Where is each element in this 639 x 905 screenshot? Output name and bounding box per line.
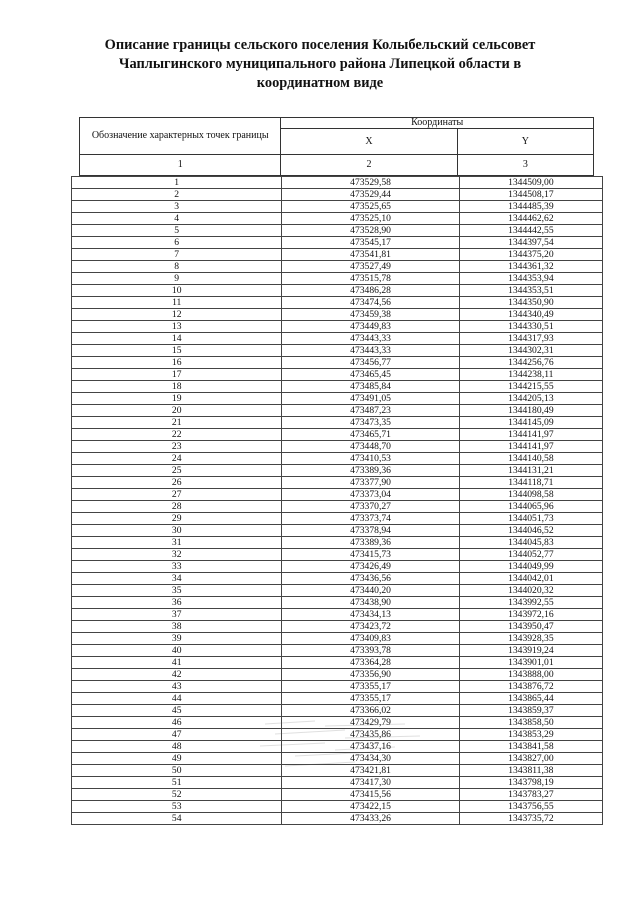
- y-coordinate-cell: 1344350,90: [459, 297, 602, 309]
- table-row: [72, 645, 603, 657]
- x-coordinate-cell: 473434,13: [282, 609, 459, 621]
- y-coordinate-cell: 1343735,72: [459, 813, 602, 825]
- y-coordinate-cell: 1344131,21: [459, 465, 602, 477]
- point-number-cell: 43: [72, 681, 282, 693]
- y-coordinate-cell: 1343865,44: [459, 693, 602, 705]
- y-coordinate-cell: 1344317,93: [459, 333, 602, 345]
- table-row: [72, 273, 603, 285]
- y-coordinate-cell: 1343841,58: [459, 741, 602, 753]
- y-coordinate-cell: 1343950,47: [459, 621, 602, 633]
- point-number-cell: 27: [72, 489, 282, 501]
- y-coordinate-cell: 1343853,29: [459, 729, 602, 741]
- table-row: [72, 213, 603, 225]
- point-number-cell: 11: [72, 297, 282, 309]
- x-coordinate-cell: 473429,79: [282, 717, 459, 729]
- y-coordinate-cell: 1344042,01: [459, 573, 602, 585]
- point-number-cell: 9: [72, 273, 282, 285]
- point-number-cell: 6: [72, 237, 282, 249]
- table-row: [72, 417, 603, 429]
- table-row: [72, 537, 603, 549]
- point-number-cell: 29: [72, 513, 282, 525]
- point-number-cell: 50: [72, 765, 282, 777]
- point-number-cell: 52: [72, 789, 282, 801]
- coordinates-table-body: [72, 177, 603, 825]
- column-number: 1: [80, 155, 281, 176]
- x-coordinate-cell: 473373,74: [282, 513, 459, 525]
- point-number-cell: 32: [72, 549, 282, 561]
- x-coordinate-cell: 473410,53: [282, 453, 459, 465]
- y-coordinate-cell: 1344330,51: [459, 321, 602, 333]
- point-number-cell: 49: [72, 753, 282, 765]
- x-coordinate-cell: 473529,44: [282, 189, 459, 201]
- table-row: [72, 801, 603, 813]
- point-number-cell: 24: [72, 453, 282, 465]
- point-number-cell: 18: [72, 381, 282, 393]
- point-number-cell: 41: [72, 657, 282, 669]
- table-row: [72, 525, 603, 537]
- point-number-cell: 45: [72, 705, 282, 717]
- table-row: [72, 561, 603, 573]
- y-coordinate-cell: 1343876,72: [459, 681, 602, 693]
- y-coordinate-cell: 1344052,77: [459, 549, 602, 561]
- table-row: [72, 597, 603, 609]
- table-row: [72, 549, 603, 561]
- table-row: [72, 777, 603, 789]
- x-coordinate-cell: 473448,70: [282, 441, 459, 453]
- point-number-cell: 34: [72, 573, 282, 585]
- x-coordinate-cell: 473366,02: [282, 705, 459, 717]
- x-coordinate-cell: 473525,65: [282, 201, 459, 213]
- x-coordinate-cell: 473415,73: [282, 549, 459, 561]
- x-coordinate-cell: 473433,26: [282, 813, 459, 825]
- y-coordinate-cell: 1344340,49: [459, 309, 602, 321]
- table-row: [72, 357, 603, 369]
- point-number-cell: 3: [72, 201, 282, 213]
- document-title: [70, 36, 570, 93]
- point-number-cell: 31: [72, 537, 282, 549]
- y-coordinate-cell: 1344215,55: [459, 381, 602, 393]
- point-number-cell: 26: [72, 477, 282, 489]
- x-coordinate-cell: 473393,78: [282, 645, 459, 657]
- point-number-cell: 23: [72, 441, 282, 453]
- y-coordinate-cell: 1344020,32: [459, 585, 602, 597]
- x-coordinate-cell: 473422,15: [282, 801, 459, 813]
- table-row: [72, 477, 603, 489]
- x-coordinate-cell: 473449,83: [282, 321, 459, 333]
- point-number-cell: 20: [72, 405, 282, 417]
- x-coordinate-cell: 473465,45: [282, 369, 459, 381]
- table-row: [72, 705, 603, 717]
- point-number-cell: 12: [72, 309, 282, 321]
- point-number-cell: 15: [72, 345, 282, 357]
- point-number-cell: 14: [72, 333, 282, 345]
- x-column-header: X: [281, 129, 457, 155]
- x-coordinate-cell: 473356,90: [282, 669, 459, 681]
- y-coordinate-cell: 1344375,20: [459, 249, 602, 261]
- y-coordinate-cell: 1343827,00: [459, 753, 602, 765]
- point-number-cell: 17: [72, 369, 282, 381]
- x-coordinate-cell: 473456,77: [282, 357, 459, 369]
- column-number: 3: [457, 155, 593, 176]
- table-row: [72, 465, 603, 477]
- y-coordinate-cell: 1344256,76: [459, 357, 602, 369]
- table-row: [72, 453, 603, 465]
- table-row: [72, 177, 603, 189]
- table-row: [72, 789, 603, 801]
- x-coordinate-cell: 473435,86: [282, 729, 459, 741]
- x-coordinate-cell: 473355,17: [282, 693, 459, 705]
- x-coordinate-cell: 473421,81: [282, 765, 459, 777]
- point-number-cell: 16: [72, 357, 282, 369]
- x-coordinate-cell: 473527,49: [282, 261, 459, 273]
- x-coordinate-cell: 473473,35: [282, 417, 459, 429]
- table-row: [72, 261, 603, 273]
- table-row: [72, 189, 603, 201]
- title-line: Чаплыгинского муниципального района Липецкой области в: [118, 56, 522, 72]
- x-coordinate-cell: 473377,90: [282, 477, 459, 489]
- table-row: [72, 393, 603, 405]
- y-coordinate-cell: 1344118,71: [459, 477, 602, 489]
- point-number-cell: 19: [72, 393, 282, 405]
- x-coordinate-cell: 473415,56: [282, 789, 459, 801]
- y-coordinate-cell: 1343783,27: [459, 789, 602, 801]
- table-row: [72, 429, 603, 441]
- table-row: [72, 729, 603, 741]
- point-number-cell: 36: [72, 597, 282, 609]
- y-coordinate-cell: 1343972,16: [459, 609, 602, 621]
- x-coordinate-cell: 473485,84: [282, 381, 459, 393]
- table-row: [72, 573, 603, 585]
- x-coordinate-cell: 473389,36: [282, 537, 459, 549]
- point-number-cell: 13: [72, 321, 282, 333]
- table-row: [72, 489, 603, 501]
- y-coordinate-cell: 1344180,49: [459, 405, 602, 417]
- table-row: [72, 657, 603, 669]
- table-row: [72, 405, 603, 417]
- point-number-cell: 44: [72, 693, 282, 705]
- point-number-cell: 37: [72, 609, 282, 621]
- point-number-cell: 40: [72, 645, 282, 657]
- point-number-cell: 51: [72, 777, 282, 789]
- point-number-cell: 22: [72, 429, 282, 441]
- table-row: [72, 513, 603, 525]
- x-coordinate-cell: 473355,17: [282, 681, 459, 693]
- y-coordinate-cell: 1344049,99: [459, 561, 602, 573]
- point-number-cell: 47: [72, 729, 282, 741]
- x-coordinate-cell: 473373,04: [282, 489, 459, 501]
- x-coordinate-cell: 473436,56: [282, 573, 459, 585]
- y-coordinate-cell: 1344141,97: [459, 441, 602, 453]
- y-column-header: Y: [457, 129, 593, 155]
- y-coordinate-cell: 1344442,55: [459, 225, 602, 237]
- y-coordinate-cell: 1343928,35: [459, 633, 602, 645]
- x-coordinate-cell: 473417,30: [282, 777, 459, 789]
- table-row: [72, 201, 603, 213]
- point-number-cell: 54: [72, 813, 282, 825]
- y-coordinate-cell: 1344238,11: [459, 369, 602, 381]
- x-coordinate-cell: 473486,28: [282, 285, 459, 297]
- y-coordinate-cell: 1344045,83: [459, 537, 602, 549]
- column-number: 2: [281, 155, 457, 176]
- x-coordinate-cell: 473545,17: [282, 237, 459, 249]
- table-row: [72, 237, 603, 249]
- table-row: [72, 717, 603, 729]
- point-number-cell: 5: [72, 225, 282, 237]
- y-coordinate-cell: 1343992,55: [459, 597, 602, 609]
- table-row: [72, 765, 603, 777]
- point-number-cell: 2: [72, 189, 282, 201]
- y-coordinate-cell: 1344051,73: [459, 513, 602, 525]
- table-row: [72, 441, 603, 453]
- y-coordinate-cell: 1343858,50: [459, 717, 602, 729]
- points-column-header: Обозначение характерных точек границы: [80, 118, 281, 155]
- y-coordinate-cell: 1344361,32: [459, 261, 602, 273]
- table-row: [72, 321, 603, 333]
- table-row: [72, 333, 603, 345]
- y-coordinate-cell: 1344485,39: [459, 201, 602, 213]
- point-number-cell: 39: [72, 633, 282, 645]
- point-number-cell: 53: [72, 801, 282, 813]
- point-number-cell: 8: [72, 261, 282, 273]
- coordinates-header: Координаты: [281, 118, 594, 129]
- table-row: [72, 369, 603, 381]
- coordinates-table-header: [79, 117, 594, 176]
- x-coordinate-cell: 473487,23: [282, 405, 459, 417]
- table-row: [72, 741, 603, 753]
- y-coordinate-cell: 1344462,62: [459, 213, 602, 225]
- point-number-cell: 21: [72, 417, 282, 429]
- x-coordinate-cell: 473525,10: [282, 213, 459, 225]
- point-number-cell: 33: [72, 561, 282, 573]
- x-coordinate-cell: 473370,27: [282, 501, 459, 513]
- point-number-cell: 10: [72, 285, 282, 297]
- x-coordinate-cell: 473426,49: [282, 561, 459, 573]
- table-row: [72, 501, 603, 513]
- table-row: [72, 813, 603, 825]
- table-row: [72, 585, 603, 597]
- x-coordinate-cell: 473474,56: [282, 297, 459, 309]
- coordinates-table: [71, 176, 603, 825]
- table-row: [72, 681, 603, 693]
- point-number-cell: 1: [72, 177, 282, 189]
- point-number-cell: 7: [72, 249, 282, 261]
- y-coordinate-cell: 1343811,38: [459, 765, 602, 777]
- x-coordinate-cell: 473443,33: [282, 333, 459, 345]
- x-coordinate-cell: 473465,71: [282, 429, 459, 441]
- table-row: [72, 669, 603, 681]
- y-coordinate-cell: 1343756,55: [459, 801, 602, 813]
- point-number-cell: 48: [72, 741, 282, 753]
- y-coordinate-cell: 1344046,52: [459, 525, 602, 537]
- y-coordinate-cell: 1344509,00: [459, 177, 602, 189]
- table-row: [72, 753, 603, 765]
- table-row: [72, 693, 603, 705]
- x-coordinate-cell: 473389,36: [282, 465, 459, 477]
- point-number-cell: 25: [72, 465, 282, 477]
- y-coordinate-cell: 1344145,09: [459, 417, 602, 429]
- x-coordinate-cell: 473541,81: [282, 249, 459, 261]
- y-coordinate-cell: 1343919,24: [459, 645, 602, 657]
- x-coordinate-cell: 473409,83: [282, 633, 459, 645]
- x-coordinate-cell: 473437,16: [282, 741, 459, 753]
- title-line: Описание границы сельского поселения Колыбельский сельсовет: [104, 37, 536, 53]
- table-row: [72, 381, 603, 393]
- table-row: [72, 285, 603, 297]
- x-coordinate-cell: 473440,20: [282, 585, 459, 597]
- x-coordinate-cell: 473515,78: [282, 273, 459, 285]
- point-number-cell: 35: [72, 585, 282, 597]
- x-coordinate-cell: 473364,28: [282, 657, 459, 669]
- y-coordinate-cell: 1344140,58: [459, 453, 602, 465]
- y-coordinate-cell: 1344397,54: [459, 237, 602, 249]
- point-number-cell: 4: [72, 213, 282, 225]
- y-coordinate-cell: 1344098,58: [459, 489, 602, 501]
- x-coordinate-cell: 473459,38: [282, 309, 459, 321]
- y-coordinate-cell: 1343888,00: [459, 669, 602, 681]
- y-coordinate-cell: 1344353,51: [459, 285, 602, 297]
- table-row: [72, 297, 603, 309]
- y-coordinate-cell: 1344065,96: [459, 501, 602, 513]
- point-number-cell: 28: [72, 501, 282, 513]
- table-row: [72, 621, 603, 633]
- point-number-cell: 46: [72, 717, 282, 729]
- table-row: [72, 309, 603, 321]
- table-row: [72, 345, 603, 357]
- table-row: [72, 249, 603, 261]
- x-coordinate-cell: 473443,33: [282, 345, 459, 357]
- x-coordinate-cell: 473438,90: [282, 597, 459, 609]
- x-coordinate-cell: 473423,72: [282, 621, 459, 633]
- x-coordinate-cell: 473528,90: [282, 225, 459, 237]
- title-line: координатном виде: [256, 75, 384, 91]
- point-number-cell: 42: [72, 669, 282, 681]
- y-coordinate-cell: 1344353,94: [459, 273, 602, 285]
- y-coordinate-cell: 1344508,17: [459, 189, 602, 201]
- table-row: [72, 225, 603, 237]
- y-coordinate-cell: 1343859,37: [459, 705, 602, 717]
- x-coordinate-cell: 473491,05: [282, 393, 459, 405]
- x-coordinate-cell: 473529,58: [282, 177, 459, 189]
- y-coordinate-cell: 1343901,01: [459, 657, 602, 669]
- x-coordinate-cell: 473378,94: [282, 525, 459, 537]
- point-number-cell: 30: [72, 525, 282, 537]
- x-coordinate-cell: 473434,30: [282, 753, 459, 765]
- table-row: [72, 609, 603, 621]
- y-coordinate-cell: 1344302,31: [459, 345, 602, 357]
- point-number-cell: 38: [72, 621, 282, 633]
- y-coordinate-cell: 1344205,13: [459, 393, 602, 405]
- y-coordinate-cell: 1343798,19: [459, 777, 602, 789]
- table-row: [72, 633, 603, 645]
- y-coordinate-cell: 1344141,97: [459, 429, 602, 441]
